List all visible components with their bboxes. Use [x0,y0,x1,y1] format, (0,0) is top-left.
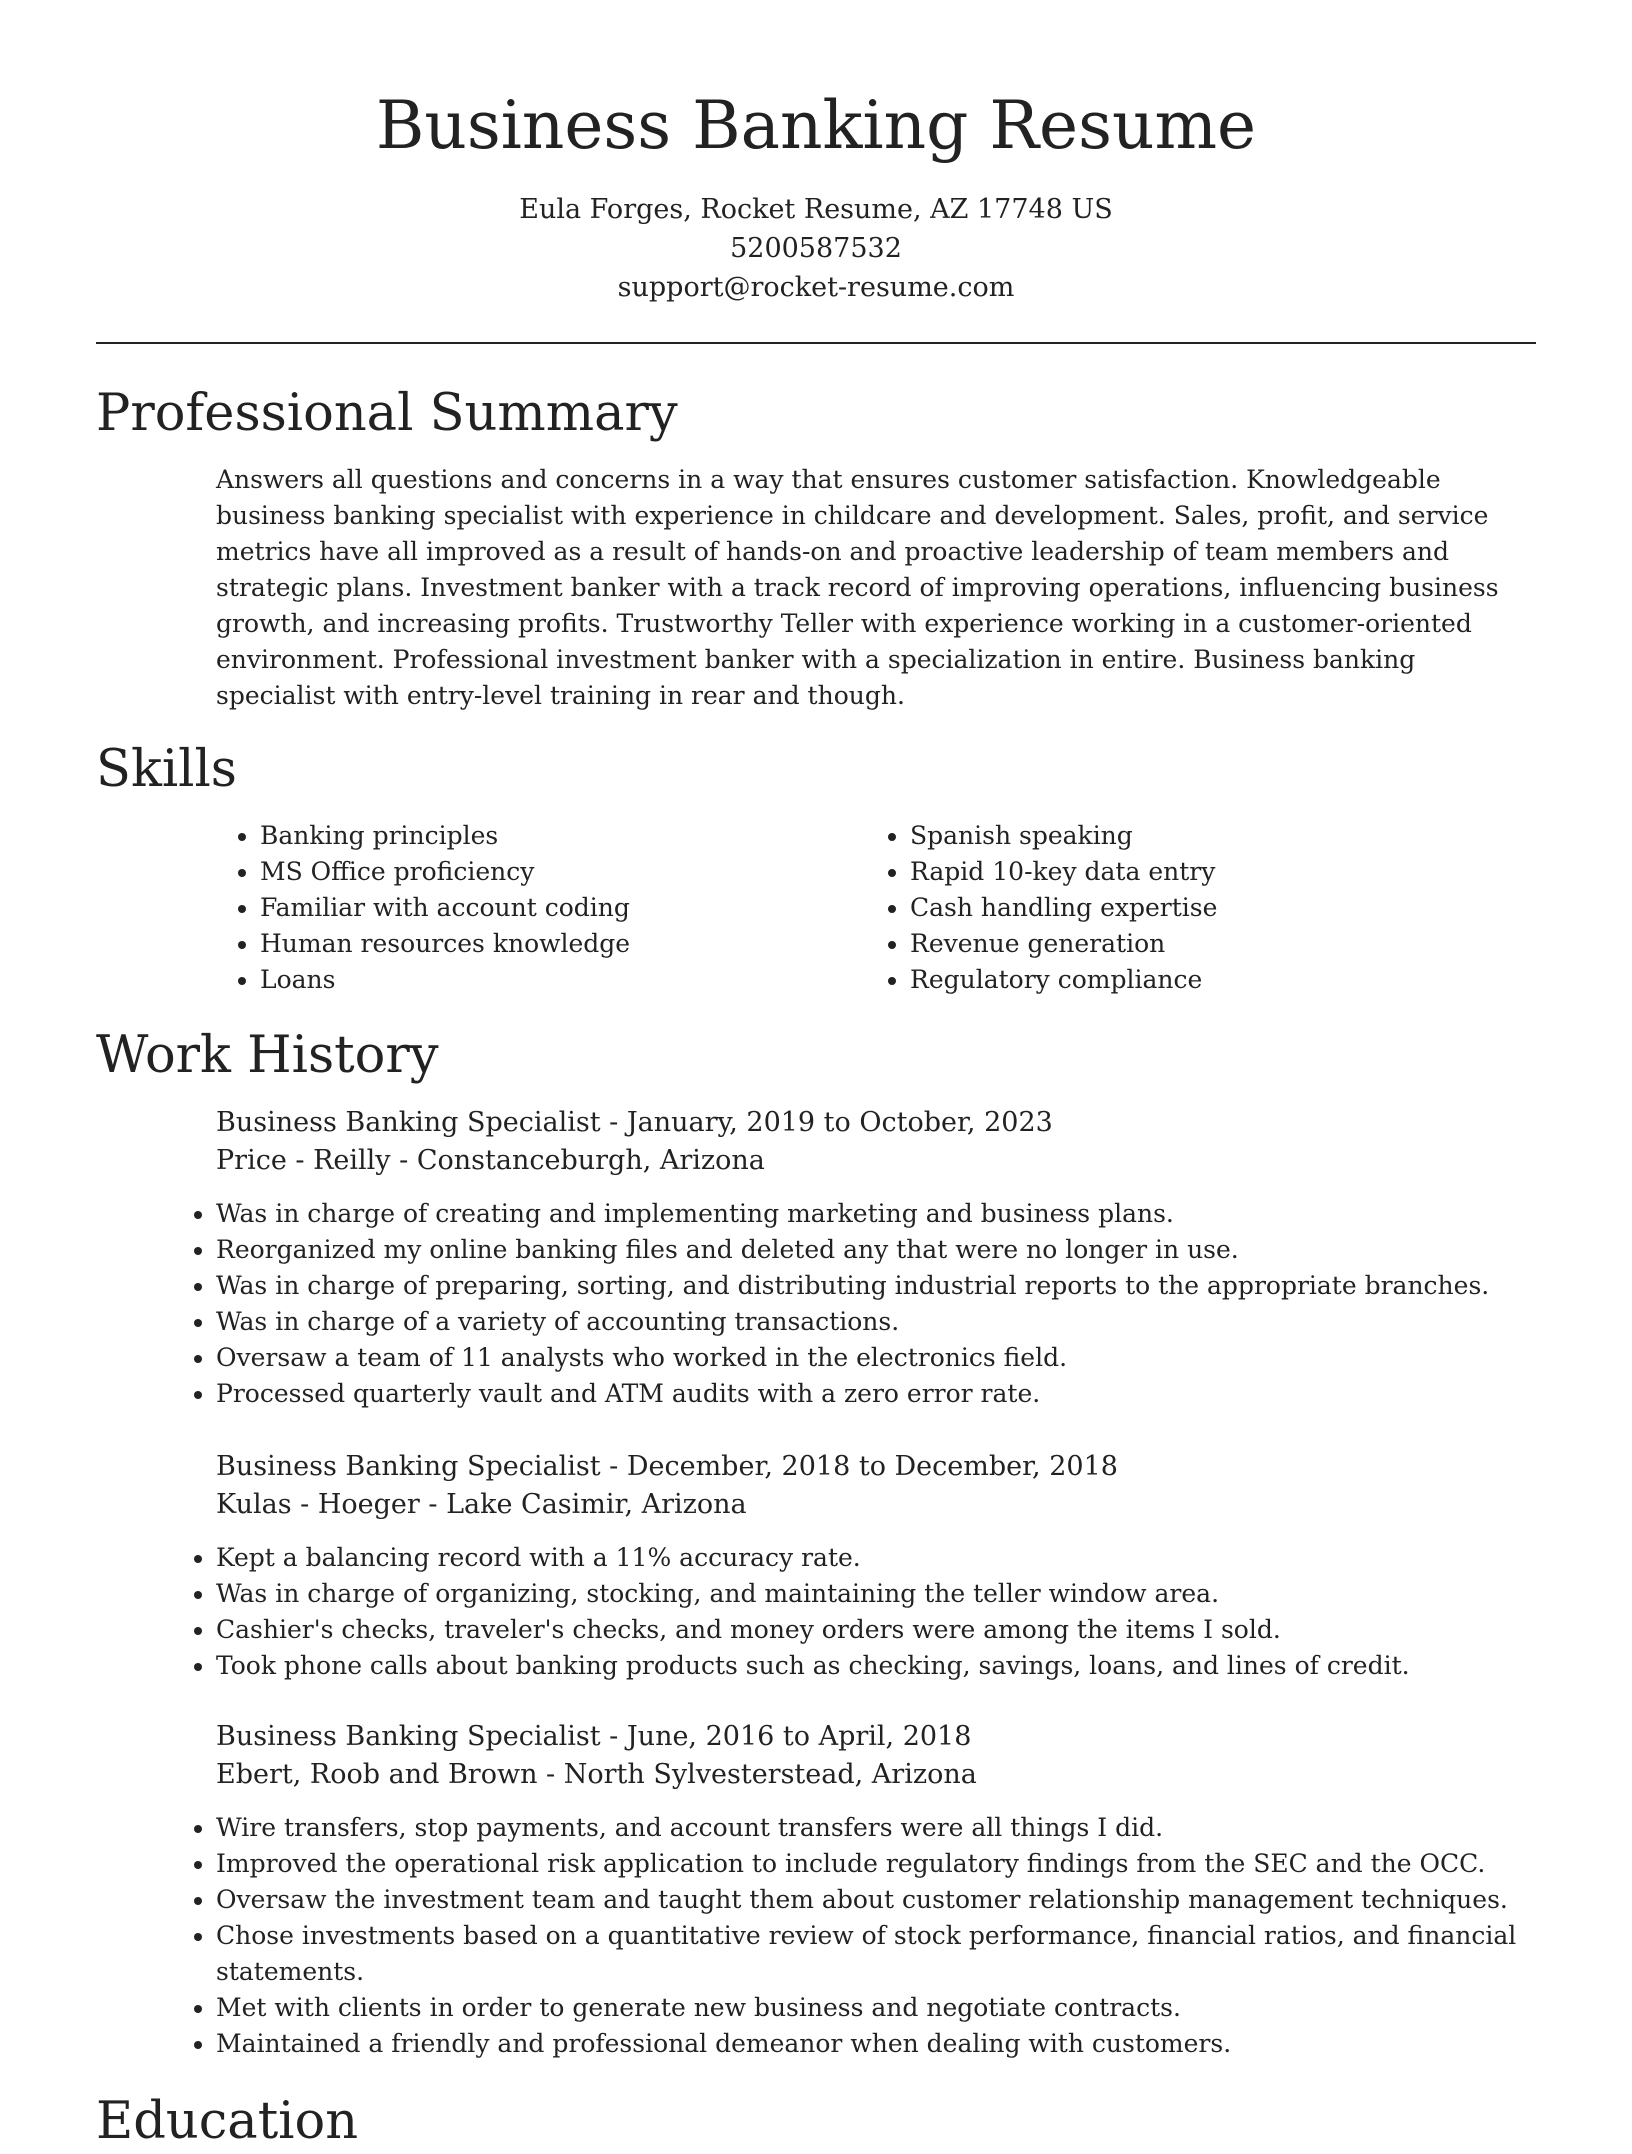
job-location: - Lake Casimir, Arizona [419,1489,747,1520]
job-title-line [216,1448,1526,1486]
job-company-line [216,1486,1526,1524]
job-bullet: • Was in charge of creating and implementing marketing and business plans. [216,1196,1526,1232]
document-title: Business Banking Resume [375,87,1257,164]
contact-email: support@rocket-resume.com [617,272,1015,303]
job-location: - North Sylvesterstead, Arizona [537,1759,977,1790]
job-company-line [216,1756,1526,1794]
education-heading: Education [96,2092,359,2151]
job-company: Kulas - Hoeger [216,1489,420,1520]
job-dates: - December, 2018 to December, 2018 [600,1451,1118,1482]
job-role: Business Banking Specialist [216,1451,601,1482]
skills-heading: Skills [96,740,237,799]
job-bullet: • Met with clients in order to generate new business and negotiate contracts. [216,1990,1526,2026]
job-entry [216,1104,1526,1412]
skills-column-left [216,818,856,998]
contact-phone: 5200587532 [730,233,902,264]
job-bullet: • Processed quarterly vault and ATM audits with a zero error rate. [216,1376,1526,1412]
job-bullet: • Took phone calls about banking products such as checking, savings, loans, and lines of credit. [216,1648,1526,1684]
job-bullet: • Reorganized my online banking files and deleted any that were no longer in use. [216,1232,1526,1268]
skill-item: • Familiar with account coding [260,890,856,926]
job-bullet: • Was in charge of organizing, stocking, and maintaining the teller window area. [216,1576,1526,1612]
job-company: Price - Reilly [216,1145,391,1176]
job-title-line [216,1718,1526,1756]
job-entry [216,1448,1526,1684]
job-role: Business Banking Specialist [216,1107,601,1138]
summary-text: Answers all questions and concerns in a way that ensures customer satisfaction. Knowledgeable business banking specialist with experience in childcare and development. Sales, profit, and service metrics have all improved as a result of hands-on and proactive leadership of team members and strategic plans. Investment banker with a track record of improving operations, influencing business growth, and increasing profits. Trustworthy Teller with experience working in a customer-oriented environment. Professional investment banker with a specialization in entire. Business banking specialist with entry-level training in rear and though. [216,465,1499,710]
skill-item: • Rapid 10-key data entry [910,854,1506,890]
job-company-line [216,1142,1526,1180]
job-bullet: • Maintained a friendly and professional demeanor when dealing with customers. [216,2026,1526,2062]
job-bullet: • Cashier's checks, traveler's checks, and money orders were among the items I sold. [216,1612,1526,1648]
job-company: Ebert, Roob and Brown [216,1759,538,1790]
skill-item: • Human resources knowledge [260,926,856,962]
job-role: Business Banking Specialist [216,1721,601,1752]
job-title-line [216,1104,1526,1142]
skill-item: • Revenue generation [910,926,1506,962]
skill-item: • Banking principles [260,818,856,854]
skills-column-right [866,818,1506,998]
job-bullet: • Improved the operational risk application to include regulatory findings from the SEC and the OCC. [216,1846,1526,1882]
job-bullet: • Oversaw a team of 11 analysts who worked in the electronics field. [216,1340,1526,1376]
work-history-heading: Work History [96,1026,439,1085]
job-bullet: • Wire transfers, stop payments, and account transfers were all things I did. [216,1810,1526,1846]
skill-item: • MS Office proficiency [260,854,856,890]
summary-heading: Professional Summary [96,384,678,443]
skill-item: • Loans [260,962,856,998]
job-bullet: • Chose investments based on a quantitative review of stock performance, financial ratios, and financial statements. [216,1918,1526,1990]
job-bullet: • Was in charge of a variety of accounting transactions. [216,1304,1526,1340]
contact-address: Eula Forges, Rocket Resume, AZ 17748 US [519,194,1113,225]
job-bullet: • Oversaw the investment team and taught them about customer relationship management techniques. [216,1882,1526,1918]
job-dates: - January, 2019 to October, 2023 [600,1107,1053,1138]
job-location: - Constanceburgh, Arizona [390,1145,765,1176]
skill-item: • Spanish speaking [910,818,1506,854]
header-divider [96,342,1536,344]
job-entry [216,1718,1526,2062]
skill-item: • Cash handling expertise [910,890,1506,926]
contact-block [0,190,1632,307]
job-bullet: • Was in charge of preparing, sorting, and distributing industrial reports to the appropriate branches. [216,1268,1526,1304]
skill-item: • Regulatory compliance [910,962,1506,998]
job-bullet: • Kept a balancing record with a 11% accuracy rate. [216,1540,1526,1576]
job-dates: - June, 2016 to April, 2018 [600,1721,972,1752]
